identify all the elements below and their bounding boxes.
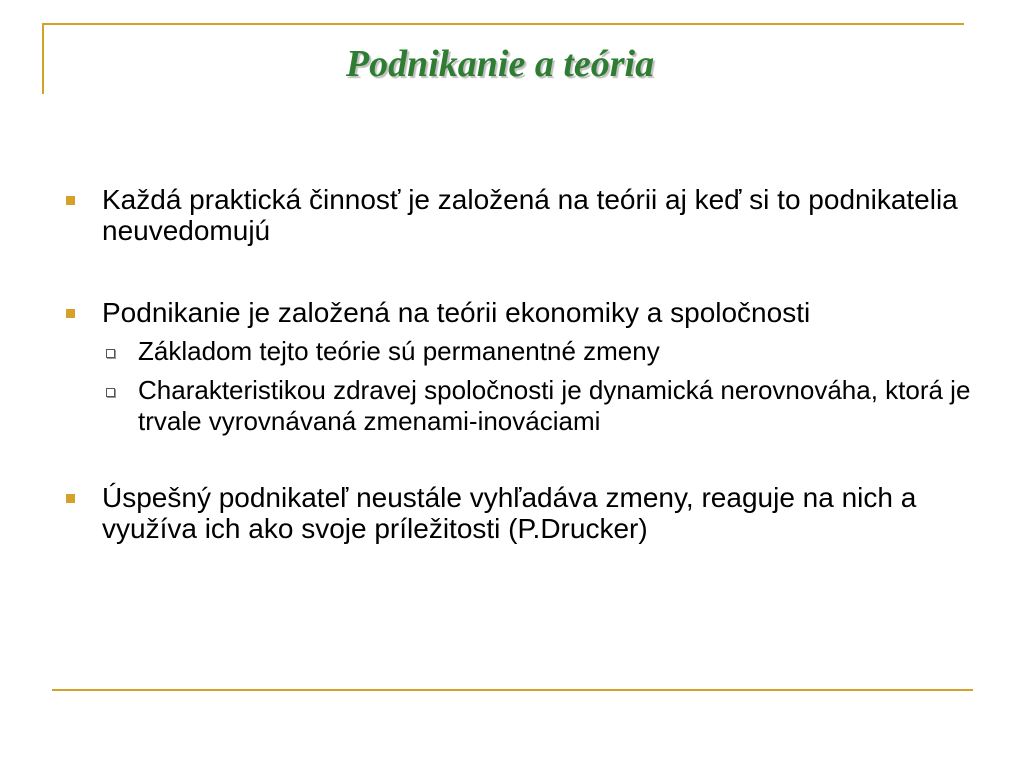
bullet-item xyxy=(62,297,972,328)
sub-bullet-text: Charakteristikou zdravej spoločnosti je dynamická nerovnováha, ktorá je trvale vyrovnávaná zmenami-inováciami xyxy=(138,375,971,436)
sub-bullet-text: Základom tejto teórie sú permanentné zmeny xyxy=(138,336,660,366)
bullet-item xyxy=(62,482,972,544)
hollow-square-bullet-icon xyxy=(106,388,115,397)
bullet-text: Každá praktická činnosť je založená na teórii aj keď si to podnikatelia neuvedomujú xyxy=(102,184,958,246)
slide-title: Podnikanie a teória xyxy=(345,43,655,85)
square-bullet-icon xyxy=(66,196,75,205)
square-bullet-icon xyxy=(66,494,75,503)
bullet-text: Úspešný podnikateľ neustále vyhľadáva zmeny, reaguje na nich a využíva ich ako svoje príležitosti (P.Drucker) xyxy=(102,482,917,544)
bullet-item xyxy=(62,184,972,246)
bullet-text: Podnikanie je založená na teórii ekonomiky a spoločnosti xyxy=(102,297,811,328)
square-bullet-icon xyxy=(66,309,75,318)
hollow-square-bullet-icon xyxy=(106,349,115,358)
sub-bullet-item xyxy=(62,375,972,437)
frame-bottom-line xyxy=(52,689,973,691)
slide-content xyxy=(62,184,972,544)
frame-top-line xyxy=(42,23,964,25)
sub-bullet-item xyxy=(62,336,972,367)
